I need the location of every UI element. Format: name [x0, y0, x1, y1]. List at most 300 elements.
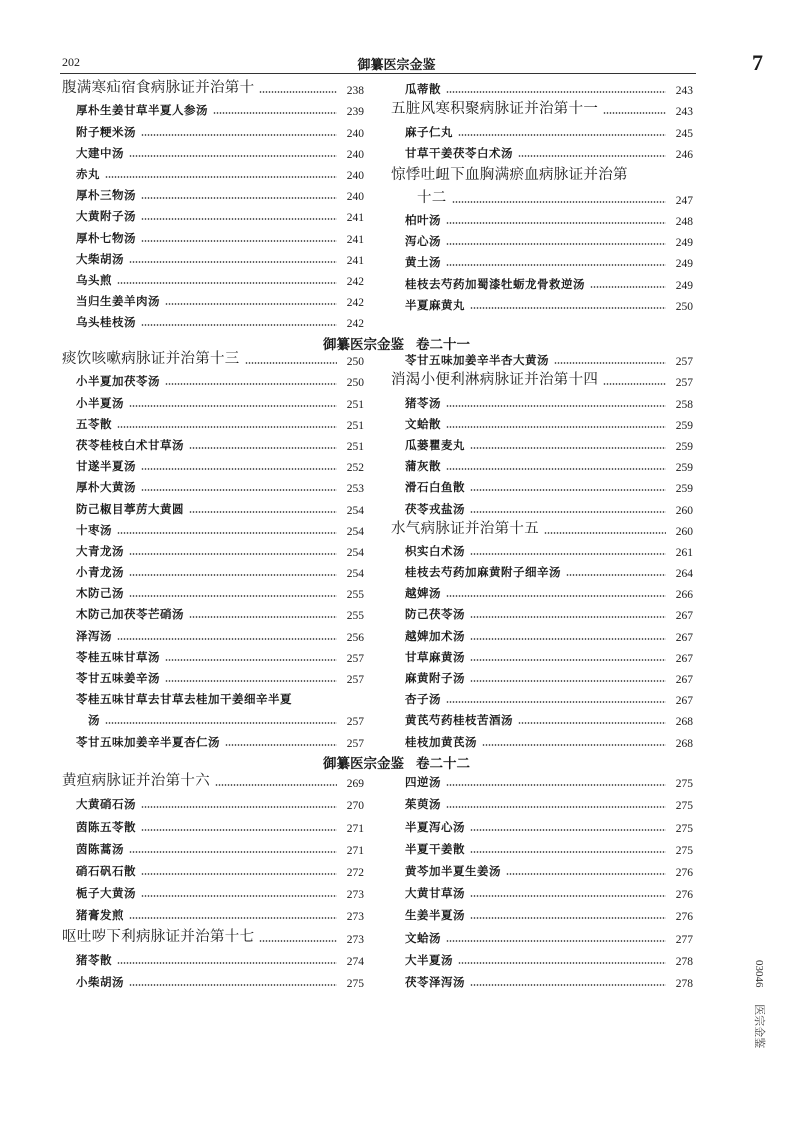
toc-entry[interactable]	[391, 644, 693, 665]
side-code: 03046	[753, 960, 765, 988]
dot-leader	[470, 553, 666, 555]
dot-leader	[446, 701, 666, 703]
toc-entry[interactable]	[62, 538, 364, 559]
entry-title: 黄土汤	[405, 255, 441, 270]
entry-page: 242	[346, 318, 364, 331]
entry-title: 桂枝去芍药加麻黄附子细辛汤	[405, 565, 561, 580]
toc-entry[interactable]	[62, 879, 364, 901]
entry-title: 呕吐哕下利病脉证并治第十七	[62, 928, 255, 945]
dot-leader	[129, 917, 337, 919]
entry-page: 259	[675, 462, 693, 475]
dot-leader	[590, 286, 666, 288]
dot-leader	[470, 829, 666, 831]
entry-page: 250	[346, 377, 364, 390]
entry-title: 大黄硝石汤	[76, 797, 136, 812]
dot-leader	[129, 553, 337, 555]
toc-entry[interactable]	[62, 368, 364, 389]
entry-page: 251	[346, 398, 364, 411]
entry-title: 甘遂半夏汤	[76, 459, 136, 474]
dot-leader	[189, 511, 337, 513]
toc-entry[interactable]	[62, 411, 364, 432]
dot-leader	[446, 405, 666, 407]
toc-entry[interactable]	[391, 768, 693, 790]
toc-entry-continuation[interactable]	[62, 707, 364, 728]
toc-entry[interactable]	[391, 728, 693, 749]
entry-page: 240	[346, 148, 364, 161]
entry-page: 270	[346, 800, 364, 813]
volume-number: 卷二十一	[416, 337, 470, 353]
entry-page: 241	[346, 212, 364, 225]
toc-chapter[interactable]	[62, 76, 364, 97]
entry-title: 滑石白鱼散	[405, 480, 465, 495]
toc-entry[interactable]	[62, 97, 364, 118]
dot-leader	[544, 532, 666, 534]
entry-title: 猪苓散	[76, 952, 112, 967]
entry-title: 越婢汤	[405, 586, 441, 601]
entry-page: 243	[675, 85, 693, 98]
toc-entry[interactable]	[391, 835, 693, 857]
dot-leader	[566, 574, 666, 576]
entry-title: 黄芩加半夏生姜汤	[405, 863, 501, 878]
toc-entry[interactable]	[391, 76, 693, 97]
entry-page: 257	[346, 716, 364, 729]
toc-entry[interactable]	[391, 707, 693, 728]
dot-leader	[129, 984, 337, 986]
dot-leader	[141, 895, 337, 897]
entry-title: 茱萸汤	[405, 797, 441, 812]
toc-entry-continuation[interactable]	[391, 184, 693, 207]
toc-entry[interactable]	[391, 538, 693, 559]
toc-entry[interactable]	[62, 790, 364, 812]
entry-title: 猪苓汤	[405, 395, 441, 410]
entry-page: 247	[675, 194, 693, 207]
dot-leader	[189, 447, 337, 449]
toc-entry[interactable]	[391, 790, 693, 812]
entry-page: 255	[346, 589, 364, 602]
toc-entry[interactable]	[391, 879, 693, 901]
toc-chapter[interactable]	[62, 347, 364, 368]
entry-page: 250	[675, 300, 693, 313]
entry-page: 257	[675, 356, 693, 369]
toc-entry[interactable]	[62, 857, 364, 879]
entry-page: 241	[346, 254, 364, 267]
dot-leader	[446, 222, 666, 224]
folio-number: 7	[752, 50, 763, 75]
toc-entry[interactable]	[391, 207, 693, 228]
dot-leader	[446, 468, 666, 470]
dot-leader	[141, 134, 337, 136]
entry-page: 267	[675, 631, 693, 644]
entry-page: 259	[675, 440, 693, 453]
entry-page: 251	[346, 440, 364, 453]
toc-entry[interactable]	[391, 665, 693, 686]
toc-entry[interactable]	[391, 923, 693, 945]
toc-entry[interactable]	[62, 901, 364, 923]
entry-title-continuation: 十二	[417, 189, 447, 206]
entry-page: 267	[675, 610, 693, 623]
toc-entry[interactable]	[391, 474, 693, 495]
entry-title: 厚朴生姜甘草半夏人参汤	[76, 103, 208, 118]
dot-leader	[141, 218, 337, 220]
entry-page: 254	[346, 546, 364, 559]
entry-title: 消渴小便利淋病脉证并治第十四	[391, 372, 599, 389]
toc-entry[interactable]	[391, 292, 693, 313]
dot-leader	[446, 91, 666, 93]
entry-page: 272	[346, 866, 364, 879]
entry-title: 文蛤汤	[405, 930, 441, 945]
left-column	[62, 768, 364, 990]
entry-title: 小柴胡汤	[76, 974, 124, 989]
toc-entry[interactable]	[391, 857, 693, 879]
entry-title: 半夏泻心汤	[405, 819, 465, 834]
dot-leader	[165, 383, 337, 385]
entry-title: 桂枝去芍药加蜀漆牡蛎龙骨救逆汤	[405, 276, 585, 291]
entry-title: 黄芪芍药桂枝苦酒汤	[405, 713, 513, 728]
entry-title: 半夏干姜散	[405, 841, 465, 856]
dot-leader	[458, 962, 666, 964]
entry-title: 大青龙汤	[76, 543, 124, 558]
dot-leader	[603, 383, 666, 385]
dot-leader	[259, 940, 337, 942]
entry-page: 275	[346, 977, 364, 990]
entry-page: 240	[346, 169, 364, 182]
toc-entry[interactable]	[391, 946, 693, 968]
toc-entry[interactable]	[391, 580, 693, 601]
dot-leader	[470, 659, 666, 661]
entry-title: 赤丸	[76, 166, 100, 181]
toc-entry[interactable]	[391, 347, 693, 368]
entry-title: 五脏风寒积聚病脉证并治第十一	[391, 101, 599, 118]
entry-page: 243	[675, 106, 693, 119]
toc-entry[interactable]	[62, 389, 364, 410]
entry-page: 275	[675, 844, 693, 857]
toc-entry[interactable]	[391, 453, 693, 474]
entry-title: 黄疸病脉证并治第十六	[62, 773, 210, 790]
toc-chapter[interactable]	[391, 97, 693, 118]
dot-leader	[129, 155, 337, 157]
toc-chapter[interactable]	[391, 517, 693, 538]
toc-entry[interactable]	[62, 161, 364, 182]
toc-entry[interactable]	[62, 118, 364, 139]
entry-title: 五苓散	[76, 416, 112, 431]
entry-page: 246	[675, 148, 693, 161]
dot-leader	[141, 324, 337, 326]
dot-leader	[446, 264, 666, 266]
toc-entry[interactable]	[62, 246, 364, 267]
entry-page: 254	[346, 568, 364, 581]
toc-entry[interactable]	[62, 946, 364, 968]
entry-page: 249	[675, 237, 693, 250]
entry-title: 柏叶汤	[405, 212, 441, 227]
dot-leader	[129, 405, 337, 407]
toc-entry[interactable]	[62, 580, 364, 601]
entry-page: 239	[346, 106, 364, 119]
dot-leader	[117, 282, 337, 284]
dot-leader	[165, 303, 337, 305]
entry-title: 栀子大黄汤	[76, 886, 136, 901]
toc-chapter[interactable]	[62, 923, 364, 945]
dot-leader	[446, 940, 666, 942]
toc-entry[interactable]	[62, 517, 364, 538]
toc-entry[interactable]	[62, 453, 364, 474]
volume-number: 卷二十二	[416, 756, 470, 772]
entry-title: 大黄附子汤	[76, 209, 136, 224]
entry-title: 腹满寒疝宿食病脉证并治第十	[62, 80, 255, 97]
entry-page: 245	[675, 127, 693, 140]
entry-page: 273	[346, 911, 364, 924]
entry-title: 当归生姜羊肉汤	[76, 294, 160, 309]
toc-entry[interactable]	[391, 812, 693, 834]
entry-title: 猪膏发煎	[76, 908, 124, 923]
entry-page: 259	[675, 419, 693, 432]
toc-chapter[interactable]	[62, 768, 364, 790]
entry-title: 乌头煎	[76, 272, 112, 287]
entry-title: 木防己加茯苓芒硝汤	[76, 607, 184, 622]
dot-leader	[117, 426, 337, 428]
side-stamp	[752, 960, 768, 1048]
toc-entry[interactable]	[62, 559, 364, 580]
toc-entry[interactable]	[62, 224, 364, 245]
entry-title: 杏子汤	[405, 692, 441, 707]
entry-title: 厚朴七物汤	[76, 230, 136, 245]
toc-entry[interactable]	[62, 968, 364, 990]
toc-entry[interactable]	[62, 835, 364, 857]
volume-book: 御纂医宗金鉴	[323, 756, 404, 772]
entry-title: 厚朴三物汤	[76, 188, 136, 203]
entry-title: 桂枝加黄芪汤	[405, 734, 477, 749]
entry-title: 大建中汤	[76, 145, 124, 160]
left-column	[62, 347, 364, 750]
toc-entry[interactable]	[391, 270, 693, 291]
dot-leader	[518, 722, 666, 724]
entry-title: 大柴胡汤	[76, 251, 124, 266]
toc-entry[interactable]	[391, 559, 693, 580]
dot-leader	[470, 307, 666, 309]
entry-page: 275	[675, 778, 693, 791]
entry-page: 258	[675, 398, 693, 411]
entry-page: 242	[346, 275, 364, 288]
dot-leader	[482, 744, 666, 746]
toc-entry[interactable]	[62, 288, 364, 309]
toc-entry[interactable]	[391, 228, 693, 249]
toc-entry[interactable]	[391, 389, 693, 410]
dot-leader	[141, 806, 337, 808]
entry-page: 278	[675, 955, 693, 968]
dot-leader	[446, 243, 666, 245]
entry-page: 274	[346, 955, 364, 968]
toc-entry[interactable]	[391, 901, 693, 923]
toc-entry[interactable]	[62, 686, 364, 707]
entry-title: 乌头桂枝汤	[76, 315, 136, 330]
dot-leader	[554, 362, 666, 364]
entry-page: 268	[675, 737, 693, 750]
entry-page: 259	[675, 483, 693, 496]
dot-leader	[215, 784, 337, 786]
entry-title: 硝石矾石散	[76, 863, 136, 878]
entry-page: 242	[346, 297, 364, 310]
volume-book: 御纂医宗金鉴	[323, 337, 404, 353]
entry-title: 枳实白术汤	[405, 543, 465, 558]
toc-entry[interactable]	[62, 622, 364, 643]
entry-title: 苓甘五味姜辛汤	[76, 671, 160, 685]
toc-chapter[interactable]	[391, 368, 693, 389]
toc-entry[interactable]	[391, 622, 693, 643]
entry-title: 苓甘五味加姜辛半夏杏仁汤	[76, 734, 220, 749]
entry-page: 267	[675, 674, 693, 686]
entry-title: 附子粳米汤	[76, 124, 136, 139]
entry-page: 275	[675, 800, 693, 813]
toc-entry[interactable]	[391, 140, 693, 161]
entry-title: 厚朴大黄汤	[76, 480, 136, 495]
toc-entry[interactable]	[391, 686, 693, 707]
toc-entry[interactable]	[391, 411, 693, 432]
dot-leader	[470, 638, 666, 640]
entry-title: 苓桂五味甘草汤	[76, 649, 160, 664]
entry-page: 260	[675, 525, 693, 538]
toc-entry[interactable]	[62, 267, 364, 288]
entry-page: 268	[675, 716, 693, 729]
entry-page: 276	[675, 866, 693, 879]
toc-entry[interactable]	[62, 432, 364, 453]
entry-title: 泻心汤	[405, 234, 441, 249]
dot-leader	[470, 680, 666, 682]
toc-entry[interactable]	[391, 968, 693, 990]
dot-leader	[452, 201, 666, 203]
toc-entry[interactable]	[391, 432, 693, 453]
entry-title: 大半夏汤	[405, 952, 453, 967]
entry-title: 生姜半夏汤	[405, 908, 465, 923]
toc-entry[interactable]	[62, 495, 364, 516]
entry-page: 267	[675, 695, 693, 708]
right-column	[391, 76, 693, 313]
entry-page: 240	[346, 191, 364, 204]
dot-leader	[141, 873, 337, 875]
entry-page: 261	[675, 546, 693, 559]
page-number: 202	[62, 55, 80, 69]
toc-entry[interactable]	[62, 665, 364, 686]
dot-leader	[117, 532, 337, 534]
dot-leader	[470, 895, 666, 897]
dot-leader	[213, 112, 337, 114]
entry-title: 苓桂五味甘草去甘草去桂加干姜细辛半夏	[76, 692, 292, 707]
dot-leader	[470, 851, 666, 853]
entry-title: 越婢加术汤	[405, 628, 465, 643]
entry-title: 麻子仁丸	[405, 124, 453, 139]
dot-leader	[117, 638, 337, 640]
entry-title: 半夏麻黄丸	[405, 297, 465, 312]
toc-entry[interactable]	[62, 601, 364, 622]
dot-leader	[470, 917, 666, 919]
dot-leader	[446, 426, 666, 428]
entry-title: 木防己汤	[76, 586, 124, 601]
entry-title: 防己椒目葶苈大黄圆	[76, 501, 184, 516]
dot-leader	[245, 362, 337, 364]
header-rule	[60, 73, 696, 74]
entry-title: 茯苓桂枝白术甘草汤	[76, 437, 184, 452]
toc-entry[interactable]	[62, 309, 364, 330]
entry-page: 278	[675, 977, 693, 990]
entry-page: 276	[675, 911, 693, 924]
dot-leader	[129, 261, 337, 263]
entry-page: 269	[346, 778, 364, 791]
entry-page: 254	[346, 504, 364, 517]
dot-leader	[129, 851, 337, 853]
entry-title: 痰饮咳嗽病脉证并治第十三	[62, 351, 240, 368]
toc-entry[interactable]	[62, 644, 364, 665]
toc-entry[interactable]	[62, 203, 364, 224]
entry-title: 蒲灰散	[405, 459, 441, 474]
toc-entry[interactable]	[62, 474, 364, 495]
entry-page: 257	[346, 737, 364, 750]
left-column	[62, 76, 364, 330]
toc-entry[interactable]	[391, 249, 693, 270]
toc-entry[interactable]	[62, 812, 364, 834]
right-column	[391, 347, 693, 750]
entry-page: 249	[675, 279, 693, 292]
entry-title: 小半夏加茯苓汤	[76, 374, 160, 389]
entry-page: 255	[346, 610, 364, 623]
entry-page: 257	[346, 652, 364, 665]
entry-page: 273	[346, 889, 364, 902]
toc-entry[interactable]	[391, 118, 693, 139]
entry-title: 苓甘五味加姜辛半杏大黄汤	[405, 353, 549, 368]
toc-entry[interactable]	[391, 495, 693, 516]
dot-leader	[141, 197, 337, 199]
entry-page: 240	[346, 127, 364, 140]
entry-title: 茯苓泽泻汤	[405, 974, 465, 989]
entry-title: 大黄甘草汤	[405, 886, 465, 901]
dot-leader	[141, 829, 337, 831]
dot-leader	[470, 616, 666, 618]
entry-title: 文蛤散	[405, 416, 441, 431]
toc-entry[interactable]	[62, 182, 364, 203]
dot-leader	[141, 468, 337, 470]
toc-entry[interactable]	[391, 161, 693, 184]
dot-leader	[165, 659, 337, 661]
dot-leader	[259, 91, 337, 93]
dot-leader	[506, 873, 666, 875]
dot-leader	[129, 574, 337, 576]
dot-leader	[458, 134, 666, 136]
entry-page: 241	[346, 233, 364, 246]
entry-page: 250	[346, 356, 364, 369]
entry-page: 276	[675, 889, 693, 902]
entry-page: 277	[675, 933, 693, 946]
running-title: 御纂医宗金鉴	[357, 58, 436, 73]
entry-title: 甘草麻黄汤	[405, 649, 465, 664]
toc-entry[interactable]	[391, 601, 693, 622]
right-column	[391, 768, 693, 990]
dot-leader	[129, 595, 337, 597]
entry-page: 264	[675, 568, 693, 581]
entry-page: 253	[346, 483, 364, 496]
dot-leader	[470, 447, 666, 449]
entry-page: 273	[346, 933, 364, 946]
entry-page: 249	[675, 258, 693, 271]
entry-page: 275	[675, 822, 693, 835]
entry-title: 水气病脉证并治第十五	[391, 520, 539, 537]
entry-title-continuation: 汤	[88, 713, 100, 728]
toc-entry[interactable]	[62, 140, 364, 161]
entry-title: 茵陈五苓散	[76, 819, 136, 834]
toc-entry[interactable]	[62, 728, 364, 749]
entry-title: 茯苓戎盐汤	[405, 501, 465, 516]
dot-leader	[105, 176, 337, 178]
dot-leader	[141, 240, 337, 242]
entry-page: 251	[346, 419, 364, 432]
dot-leader	[446, 806, 666, 808]
entry-page: 267	[675, 652, 693, 665]
